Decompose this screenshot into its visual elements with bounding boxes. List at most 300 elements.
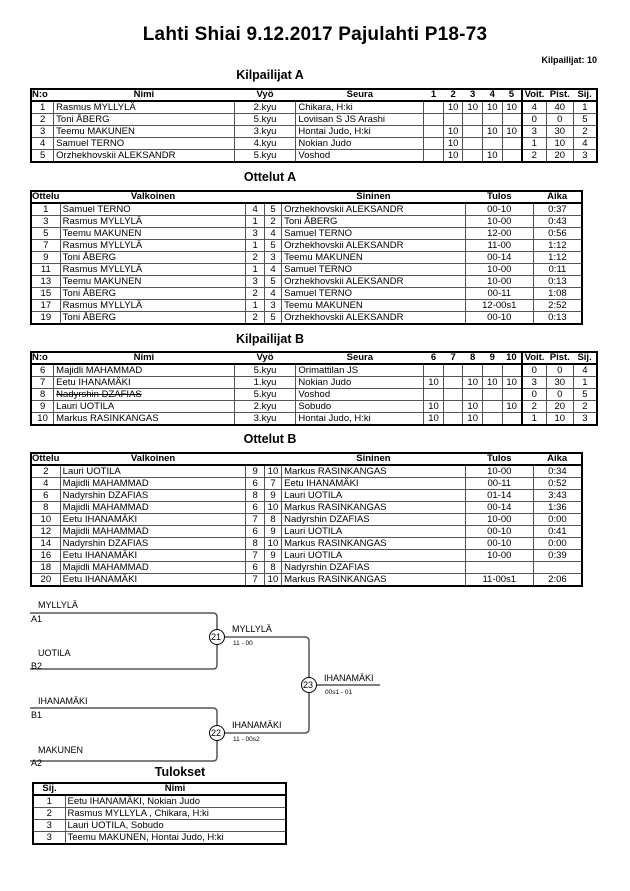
white-number: 1 — [246, 240, 264, 252]
col-opp-6: 6 — [424, 352, 444, 364]
blue-competitor: Teemu MAKUNEN — [282, 300, 466, 312]
semi1-top-name: MYLLYLÄ — [38, 600, 78, 610]
col-name: Nimi — [65, 783, 286, 795]
score-cell: 10 — [463, 413, 483, 426]
blue-competitor: Teemu MAKUNEN — [282, 252, 466, 264]
match-time: 0:00 — [533, 514, 582, 526]
match-result: 00-10 — [465, 538, 533, 550]
results-header-row — [33, 783, 286, 795]
rank: 2 — [573, 401, 597, 413]
competitor-name: Nadyrshin DZAFIAS — [54, 389, 234, 401]
wins-count: 3 — [522, 377, 547, 389]
score-cell: 10 — [502, 126, 522, 138]
col-opp-5: 5 — [502, 89, 522, 101]
match-time: 0:13 — [533, 276, 582, 288]
semi1-winner: MYLLYLÄ — [232, 624, 272, 634]
col-result: Tulos — [465, 453, 533, 465]
match-time: 3:43 — [533, 490, 582, 502]
score-cell: 10 — [443, 126, 463, 138]
competitor-number: 7 — [31, 377, 54, 389]
match-time: 0:34 — [533, 465, 582, 478]
blue-number: 9 — [264, 526, 281, 538]
col-white: Valkoinen — [60, 191, 246, 203]
semi2-bottom-seed: A2 — [31, 758, 43, 768]
competitor-name: Lauri UOTILA — [54, 401, 234, 413]
white-number: 2 — [246, 288, 264, 300]
blue-competitor: Lauri UOTILA — [282, 490, 466, 502]
competitor-name: Markus RASINKANGAS — [54, 413, 234, 426]
blue-competitor: Eetu IHANAMÄKI — [282, 478, 466, 490]
match-number: 16 — [31, 550, 60, 562]
match-number: 9 — [31, 252, 60, 264]
result-row — [33, 795, 286, 808]
col-opp-3: 3 — [463, 89, 483, 101]
match-number: 1 — [31, 203, 60, 216]
result-place: 1 — [33, 795, 65, 808]
match-result: 11-00 — [465, 240, 533, 252]
blue-number: 9 — [264, 550, 281, 562]
competitor-name: Teemu MAKUNEN — [54, 126, 234, 138]
results-heading: Tulokset — [154, 765, 206, 779]
match-number: 3 — [31, 216, 60, 228]
match-time: 0:37 — [533, 203, 582, 216]
white-number: 2 — [246, 252, 264, 264]
white-competitor: Samuel TERNO — [60, 203, 246, 216]
match-time: 1:12 — [533, 252, 582, 264]
wins-count: 1 — [522, 413, 547, 426]
wins-count: 3 — [522, 126, 547, 138]
match-result: 00-11 — [465, 478, 533, 490]
col-opp-8: 8 — [463, 352, 483, 364]
matches-b-heading: Ottelut B — [243, 432, 297, 446]
match-time: 0:39 — [533, 550, 582, 562]
white-competitor: Rasmus MYLLYLÄ — [60, 240, 246, 252]
wins-count: 2 — [522, 150, 547, 163]
competitor-number: 5 — [31, 150, 54, 163]
competitor-belt: 2.kyu — [234, 101, 296, 114]
match-result: 12-00s1 — [465, 300, 533, 312]
match-number: 7 — [31, 240, 60, 252]
competitor-club: Orimattilan JS — [296, 364, 424, 377]
competitor-number: 10 — [31, 413, 54, 426]
rank: 5 — [573, 389, 597, 401]
match-number: 8 — [31, 502, 60, 514]
competitor-name: Toni ÅBERG — [54, 114, 234, 126]
match-number: 18 — [31, 562, 60, 574]
match-number: 2 — [31, 465, 60, 478]
score-cell: 10 — [424, 413, 444, 426]
result-row — [33, 832, 286, 845]
match-time: 1:36 — [533, 502, 582, 514]
semi1-bottom-seed: B2 — [31, 661, 43, 671]
white-competitor: Nadyrshin DZAFIAS — [60, 490, 246, 502]
match-result: 00-11 — [465, 288, 533, 300]
col-place: Sij. — [33, 783, 65, 795]
points-total: 0 — [546, 364, 573, 377]
semi1-bottom-name: UOTILA — [38, 648, 71, 658]
blue-number: 5 — [264, 203, 281, 216]
white-competitor: Rasmus MYLLYLÄ — [60, 216, 246, 228]
match-result: 00-10 — [465, 312, 533, 325]
white-number: 7 — [246, 514, 264, 526]
white-competitor: Majidli MAHAMMAD — [60, 478, 246, 490]
competitor-name: Majidli MAHAMMAD — [54, 364, 234, 377]
semi2-top-name: IHANAMÄKI — [38, 696, 88, 706]
competitor-name: Samuel TERNO — [54, 138, 234, 150]
col-belt: Vyö — [234, 352, 296, 364]
blue-competitor: Lauri UOTILA — [282, 526, 466, 538]
rank: 3 — [573, 413, 597, 426]
competitor-name: Orzhekhovskii ALEKSANDR — [54, 150, 234, 163]
blue-number: 4 — [264, 288, 281, 300]
white-number: 7 — [246, 574, 264, 587]
result-place: 3 — [33, 820, 65, 832]
points-total: 30 — [546, 377, 573, 389]
score-cell: 10 — [463, 101, 483, 114]
white-number: 7 — [246, 550, 264, 562]
blue-number: 10 — [264, 465, 281, 478]
result-name: Eetu IHANAMÄKI, Nokian Judo — [65, 795, 286, 808]
blue-competitor: Markus RASINKANGAS — [282, 538, 466, 550]
white-competitor: Lauri UOTILA — [60, 465, 246, 478]
blue-competitor: Orzhekhovskii ALEKSANDR — [282, 240, 466, 252]
points-total: 20 — [546, 150, 573, 163]
blue-number: 10 — [264, 502, 281, 514]
competitor-belt: 3.kyu — [234, 413, 296, 426]
competitor-club: Chikara, H:ki — [296, 101, 424, 114]
match-number: 6 — [31, 490, 60, 502]
white-competitor: Eetu IHANAMÄKI — [60, 514, 246, 526]
col-opp-7: 7 — [443, 352, 463, 364]
match-time: 0:11 — [533, 264, 582, 276]
blue-competitor: Toni ÅBERG — [282, 216, 466, 228]
wins-count: 4 — [522, 101, 547, 114]
white-competitor: Toni ÅBERG — [60, 288, 246, 300]
semi2-bottom-name: MAKUNEN — [38, 745, 84, 755]
score-cell: 10 — [443, 150, 463, 163]
match-number: 20 — [31, 574, 60, 587]
match-time: 0:56 — [533, 228, 582, 240]
white-number: 4 — [246, 203, 264, 216]
score-cell: 10 — [482, 377, 502, 389]
match-time: 0:41 — [533, 526, 582, 538]
match-time: 0:13 — [533, 312, 582, 325]
col-club: Seura — [296, 352, 424, 364]
result-place: 2 — [33, 808, 65, 820]
blue-competitor: Orzhekhovskii ALEKSANDR — [282, 312, 466, 325]
match-time: 2:06 — [533, 574, 582, 587]
blue-competitor: Samuel TERNO — [282, 228, 466, 240]
blue-competitor: Nadyrshin DZAFIAS — [282, 562, 466, 574]
blue-competitor: Orzhekhovskii ALEKSANDR — [282, 276, 466, 288]
col-club: Seura — [296, 89, 424, 101]
semi1-top-seed: A1 — [31, 614, 43, 624]
blue-competitor: Samuel TERNO — [282, 288, 466, 300]
white-competitor: Rasmus MYLLYLÄ — [60, 264, 246, 276]
score-cell: 10 — [443, 101, 463, 114]
white-competitor: Rasmus MYLLYLÄ — [60, 300, 246, 312]
blue-number: 4 — [264, 228, 281, 240]
match-time: 1:12 — [533, 240, 582, 252]
col-result: Tulos — [465, 191, 533, 203]
col-blue: Sininen — [282, 191, 466, 203]
white-number: 3 — [246, 228, 264, 240]
matches-a-heading: Ottelut A — [243, 170, 297, 184]
white-competitor: Majidli MAHAMMAD — [60, 526, 246, 538]
col-match: Ottelu — [32, 191, 60, 202]
match-number: 15 — [31, 288, 60, 300]
wins-count: 2 — [522, 401, 547, 413]
white-number: 1 — [246, 300, 264, 312]
blue-number: 7 — [264, 478, 281, 490]
white-competitor: Majidli MAHAMMAD — [60, 502, 246, 514]
col-wins: Voit. — [522, 89, 547, 101]
white-number: 3 — [246, 276, 264, 288]
score-cell: 10 — [424, 401, 444, 413]
match-time: 2:52 — [533, 300, 582, 312]
result-row — [33, 808, 286, 820]
blue-number: 2 — [264, 216, 281, 228]
wins-count: 0 — [522, 389, 547, 401]
competitor-belt: 2.kyu — [234, 401, 296, 413]
match-result: 10-00 — [465, 216, 533, 228]
match-time: 0:52 — [533, 478, 582, 490]
col-name: Nimi — [54, 352, 234, 364]
blue-number: 9 — [264, 490, 281, 502]
match-result: 10-00 — [465, 514, 533, 526]
competitor-number: 6 — [31, 364, 54, 377]
match-21-number: 21 — [211, 632, 222, 642]
competitor-name: Rasmus MYLLYLÄ — [54, 101, 234, 114]
white-number: 6 — [246, 478, 264, 490]
white-number: 2 — [246, 312, 264, 325]
match-number: 14 — [31, 538, 60, 550]
col-name: Nimi — [54, 89, 234, 101]
rank: 4 — [573, 364, 597, 377]
competitor-number: 9 — [31, 401, 54, 413]
competitor-name: Eetu IHANAMÄKI — [54, 377, 234, 389]
match-result: 00-10 — [465, 203, 533, 216]
match-number: 4 — [31, 478, 60, 490]
rank: 5 — [573, 114, 597, 126]
competitor-club: Hontai Judo, H:ki — [296, 126, 424, 138]
blue-competitor: Lauri UOTILA — [282, 550, 466, 562]
final-winner: IHANAMÄKI — [324, 673, 374, 683]
result-name: Rasmus MYLLYLA , Chikara, H:ki — [65, 808, 286, 820]
blue-number: 5 — [264, 240, 281, 252]
wins-count: 0 — [522, 364, 547, 377]
wins-count: 1 — [522, 138, 547, 150]
match-result: 12-00 — [465, 228, 533, 240]
score-cell: 10 — [502, 401, 522, 413]
pool-b-heading: Kilpailijat B — [235, 332, 305, 346]
competitor-belt: 5.kyu — [234, 150, 296, 163]
match-number: 13 — [31, 276, 60, 288]
white-competitor: Nadyrshin DZAFIAS — [60, 538, 246, 550]
col-opp-2: 2 — [443, 89, 463, 101]
col-time: Aika — [533, 191, 582, 203]
competitor-number: 1 — [31, 101, 54, 114]
points-total: 10 — [546, 138, 573, 150]
result-row — [33, 820, 286, 832]
col-rank: Sij. — [573, 352, 597, 364]
result-name: Lauri UOTILA, Sobudo — [65, 820, 286, 832]
match-result: 10-00 — [465, 264, 533, 276]
match-number: 17 — [31, 300, 60, 312]
rank: 2 — [573, 126, 597, 138]
white-number: 8 — [246, 538, 264, 550]
result-place: 3 — [33, 832, 65, 845]
score-cell: 10 — [502, 101, 522, 114]
col-opp-1: 1 — [424, 89, 444, 101]
points-total: 10 — [546, 413, 573, 426]
semi2-winner: IHANAMÄKI — [232, 720, 282, 730]
match-result: 10-00 — [465, 465, 533, 478]
blue-number: 4 — [264, 264, 281, 276]
white-number: 6 — [246, 502, 264, 514]
match-number: 12 — [31, 526, 60, 538]
score-cell: 10 — [502, 377, 522, 389]
points-total: 0 — [546, 389, 573, 401]
competitor-belt: 3.kyu — [234, 126, 296, 138]
col-points: Pist. — [546, 89, 573, 101]
white-number: 8 — [246, 490, 264, 502]
rank: 4 — [573, 138, 597, 150]
rank: 1 — [573, 377, 597, 389]
competitor-club: Nokian Judo — [296, 377, 424, 389]
score-cell: 10 — [482, 126, 502, 138]
points-total: 30 — [546, 126, 573, 138]
competitor-club: Voshod — [296, 150, 424, 163]
col-blue: Sininen — [282, 453, 466, 465]
match-result: 01-14 — [465, 490, 533, 502]
white-number: 1 — [246, 264, 264, 276]
white-number: 9 — [246, 465, 264, 478]
wins-count: 0 — [522, 114, 547, 126]
col-time: Aika — [533, 453, 582, 465]
col-belt: Vyö — [234, 89, 296, 101]
blue-number: 8 — [264, 514, 281, 526]
col-white: Valkoinen — [60, 453, 246, 465]
blue-number: 3 — [264, 300, 281, 312]
competitor-belt: 5.kyu — [234, 114, 296, 126]
score-cell: 10 — [463, 401, 483, 413]
match-number: 19 — [31, 312, 60, 325]
white-number: 6 — [246, 562, 264, 574]
col-points: Pist. — [546, 352, 573, 364]
white-competitor: Teemu MAKUNEN — [60, 276, 246, 288]
blue-competitor: Markus RASINKANGAS — [282, 502, 466, 514]
competitor-belt: 5.kyu — [234, 389, 296, 401]
white-competitor: Toni ÅBERG — [60, 252, 246, 264]
blue-number: 10 — [264, 574, 281, 587]
match-result: 00-14 — [465, 502, 533, 514]
competitor-club: Voshod — [296, 389, 424, 401]
match-result: 10-00 — [465, 550, 533, 562]
match-23-number: 23 — [303, 680, 314, 690]
match-number: 10 — [31, 514, 60, 526]
blue-number: 5 — [264, 312, 281, 325]
white-number: 6 — [246, 526, 264, 538]
match-result: 00-14 — [465, 252, 533, 264]
competitor-belt: 1.kyu — [234, 377, 296, 389]
white-competitor: Eetu IHANAMÄKI — [60, 550, 246, 562]
competitor-club: Loviisan S JS Arashi — [296, 114, 424, 126]
final-score: 00s1 - 01 — [325, 689, 353, 696]
points-total: 0 — [546, 114, 573, 126]
pool-a-heading: Kilpailijat A — [236, 68, 304, 82]
points-total: 20 — [546, 401, 573, 413]
match-time: 0:43 — [533, 216, 582, 228]
competitor-club: Hontai Judo, H:ki — [296, 413, 424, 426]
semi2-top-seed: B1 — [31, 710, 43, 720]
col-no: N:o — [31, 89, 54, 101]
score-cell: 10 — [443, 138, 463, 150]
competitor-number: 4 — [31, 138, 54, 150]
competitor-belt: 5.kyu — [234, 364, 296, 377]
match-result: 00-10 — [465, 526, 533, 538]
competitor-club: Sobudo — [296, 401, 424, 413]
blue-competitor: Markus RASINKANGAS — [282, 574, 466, 587]
blue-number: 3 — [264, 252, 281, 264]
page-title: Lahti Shiai 9.12.2017 Pajulahti P18-73 — [142, 24, 488, 45]
white-competitor: Eetu IHANAMÄKI — [60, 574, 246, 587]
blue-number: 10 — [264, 538, 281, 550]
match-time: 0:00 — [533, 538, 582, 550]
match-number: 5 — [31, 228, 60, 240]
competitor-number: 3 — [31, 126, 54, 138]
result-name: Teemu MAKUNEN, Hontai Judo, H:ki — [65, 832, 286, 845]
match-22-number: 22 — [211, 728, 222, 738]
rank: 3 — [573, 150, 597, 163]
blue-competitor: Orzhekhovskii ALEKSANDR — [282, 203, 466, 216]
semi1-score: 11 - 00 — [233, 640, 253, 647]
blue-number: 8 — [264, 562, 281, 574]
blue-competitor: Markus RASINKANGAS — [282, 465, 466, 478]
col-opp-9: 9 — [482, 352, 502, 364]
match-result: 11-00s1 — [465, 574, 533, 587]
semi2-score: 11 - 00s2 — [233, 736, 260, 743]
competitor-number: 8 — [31, 389, 54, 401]
col-rank: Sij. — [573, 89, 597, 101]
competitor-belt: 4.kyu — [234, 138, 296, 150]
competitor-club: Nokian Judo — [296, 138, 424, 150]
match-number: 11 — [31, 264, 60, 276]
col-opp-4: 4 — [482, 89, 502, 101]
blue-competitor: Nadyrshin DZAFIAS — [282, 514, 466, 526]
white-number: 1 — [246, 216, 264, 228]
score-cell: 10 — [482, 101, 502, 114]
results-table — [32, 782, 287, 845]
match-time: 1:08 — [533, 288, 582, 300]
match-result: 10-00 — [465, 276, 533, 288]
score-cell: 10 — [463, 377, 483, 389]
competitor-count: Kilpailijat: 10 — [541, 55, 597, 65]
white-competitor: Majidli MAHAMMAD — [60, 562, 246, 574]
rank: 1 — [573, 101, 597, 114]
blue-competitor: Samuel TERNO — [282, 264, 466, 276]
blue-number: 5 — [264, 276, 281, 288]
competitor-number: 2 — [31, 114, 54, 126]
col-match: Ottelu — [32, 453, 60, 464]
col-wins: Voit. — [522, 352, 547, 364]
score-cell: 10 — [482, 150, 502, 163]
col-opp-10: 10 — [502, 352, 522, 364]
points-total: 40 — [546, 101, 573, 114]
white-competitor: Toni ÅBERG — [60, 312, 246, 325]
white-competitor: Teemu MAKUNEN — [60, 228, 246, 240]
col-no: N:o — [31, 352, 54, 364]
